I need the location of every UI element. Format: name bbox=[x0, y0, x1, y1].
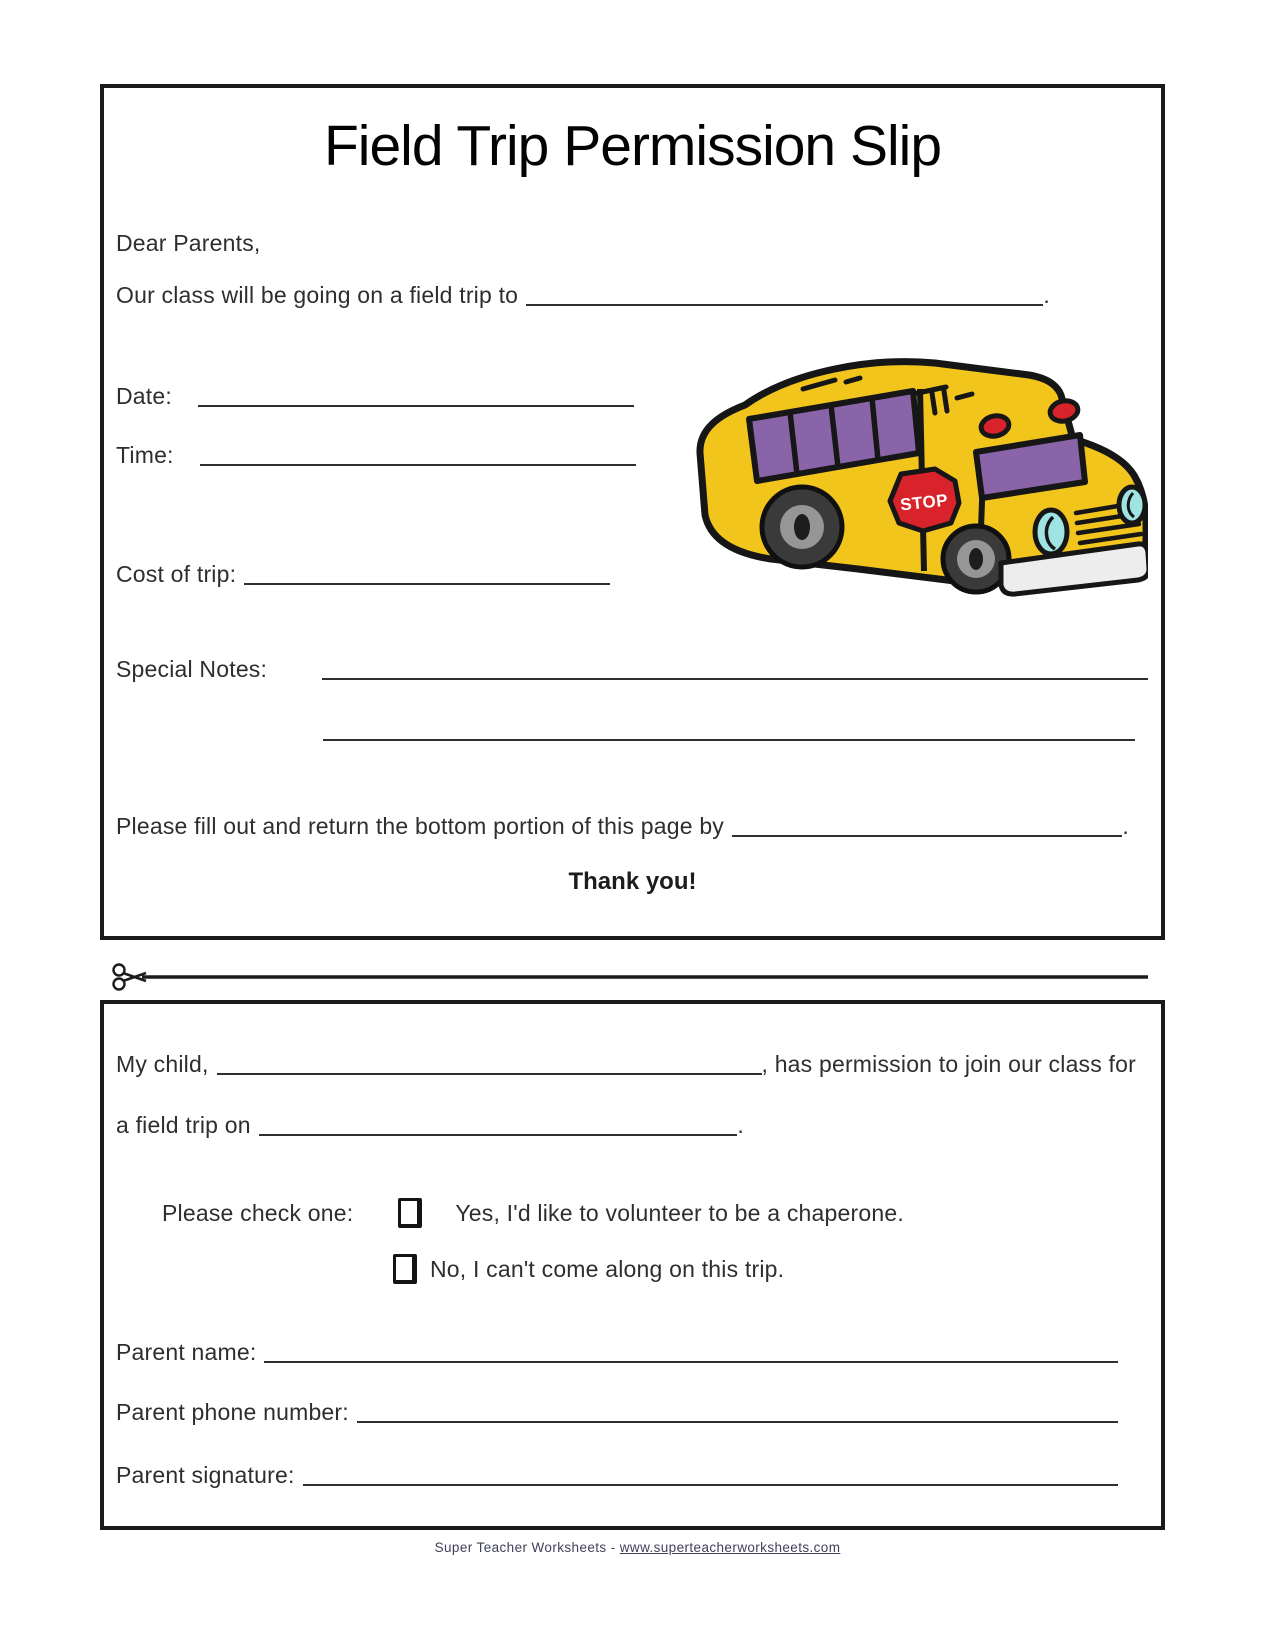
greeting-text: Dear Parents, bbox=[116, 230, 261, 256]
cost-label: Cost of trip: bbox=[116, 561, 237, 587]
thank-you-text: Thank you! bbox=[568, 868, 697, 895]
volunteer-yes-line bbox=[162, 1196, 904, 1230]
destination-period: . bbox=[1043, 282, 1050, 308]
parent-phone-label: Parent phone number: bbox=[116, 1399, 349, 1425]
date-label: Date: bbox=[116, 383, 172, 409]
footer-link[interactable]: www.superteacherworksheets.com bbox=[619, 1540, 841, 1555]
bus-stop-sign bbox=[890, 469, 959, 531]
svg-text:STOP: STOP bbox=[899, 490, 950, 515]
destination-line bbox=[116, 279, 1050, 309]
child-name-label: My child, bbox=[116, 1051, 209, 1077]
footer-source-text: Super Teacher Worksheets - bbox=[434, 1540, 620, 1555]
trip-date-blank[interactable] bbox=[259, 1134, 738, 1136]
page-title: Field Trip Permission Slip bbox=[323, 114, 942, 178]
parent-phone-line bbox=[116, 1396, 1118, 1426]
destination-blank[interactable] bbox=[526, 304, 1043, 306]
child-name-blank[interactable] bbox=[217, 1073, 762, 1075]
child-name-line bbox=[116, 1048, 1136, 1078]
volunteer-yes-checkbox[interactable] bbox=[398, 1198, 422, 1228]
check-one-label: Please check one: bbox=[162, 1199, 354, 1226]
parent-name-blank[interactable] bbox=[264, 1361, 1118, 1363]
volunteer-no-checkbox[interactable] bbox=[393, 1254, 417, 1284]
cut-here-divider bbox=[110, 957, 1150, 997]
cost-line bbox=[116, 558, 610, 588]
cost-blank[interactable] bbox=[244, 583, 610, 585]
parent-name-label: Parent name: bbox=[116, 1339, 257, 1365]
destination-label: Our class will be going on a field trip to bbox=[116, 282, 519, 308]
trip-date-period: . bbox=[737, 1112, 744, 1138]
time-blank[interactable] bbox=[200, 464, 636, 466]
parent-signature-label: Parent signature: bbox=[116, 1462, 295, 1488]
time-label: Time: bbox=[116, 442, 174, 468]
time-line bbox=[116, 439, 636, 469]
parent-reply-section bbox=[100, 1000, 1165, 1530]
parent-phone-blank[interactable] bbox=[357, 1421, 1118, 1423]
parent-signature-line bbox=[116, 1459, 1118, 1489]
return-by-period: . bbox=[1122, 813, 1129, 839]
volunteer-no-label: No, I can't come along on this trip. bbox=[430, 1255, 785, 1282]
parent-signature-blank[interactable] bbox=[303, 1484, 1118, 1486]
date-blank[interactable] bbox=[198, 405, 634, 407]
special-notes-label: Special Notes: bbox=[116, 656, 268, 682]
volunteer-no-line bbox=[393, 1252, 784, 1286]
return-by-blank[interactable] bbox=[732, 835, 1122, 837]
return-by-line bbox=[116, 810, 1129, 840]
return-by-label: Please fill out and return the bottom portion of this page by bbox=[116, 813, 725, 839]
date-line bbox=[116, 380, 634, 410]
school-bus-clipart-icon bbox=[683, 331, 1148, 603]
special-notes-blank-2[interactable] bbox=[323, 739, 1135, 741]
scissors-icon bbox=[114, 965, 147, 990]
volunteer-yes-label: Yes, I'd like to volunteer to be a chaperone. bbox=[455, 1199, 904, 1226]
trip-date-label: a field trip on bbox=[116, 1112, 251, 1138]
special-notes-line bbox=[116, 653, 1148, 683]
footer bbox=[0, 1540, 1275, 1555]
bus-rear-wheel bbox=[762, 487, 842, 567]
child-name-suffix: , has permission to join our class for bbox=[761, 1051, 1136, 1077]
parent-name-line bbox=[116, 1336, 1118, 1366]
special-notes-blank-1[interactable] bbox=[322, 678, 1148, 680]
special-notes-line-2 bbox=[323, 714, 1135, 744]
trip-date-line bbox=[116, 1109, 744, 1139]
